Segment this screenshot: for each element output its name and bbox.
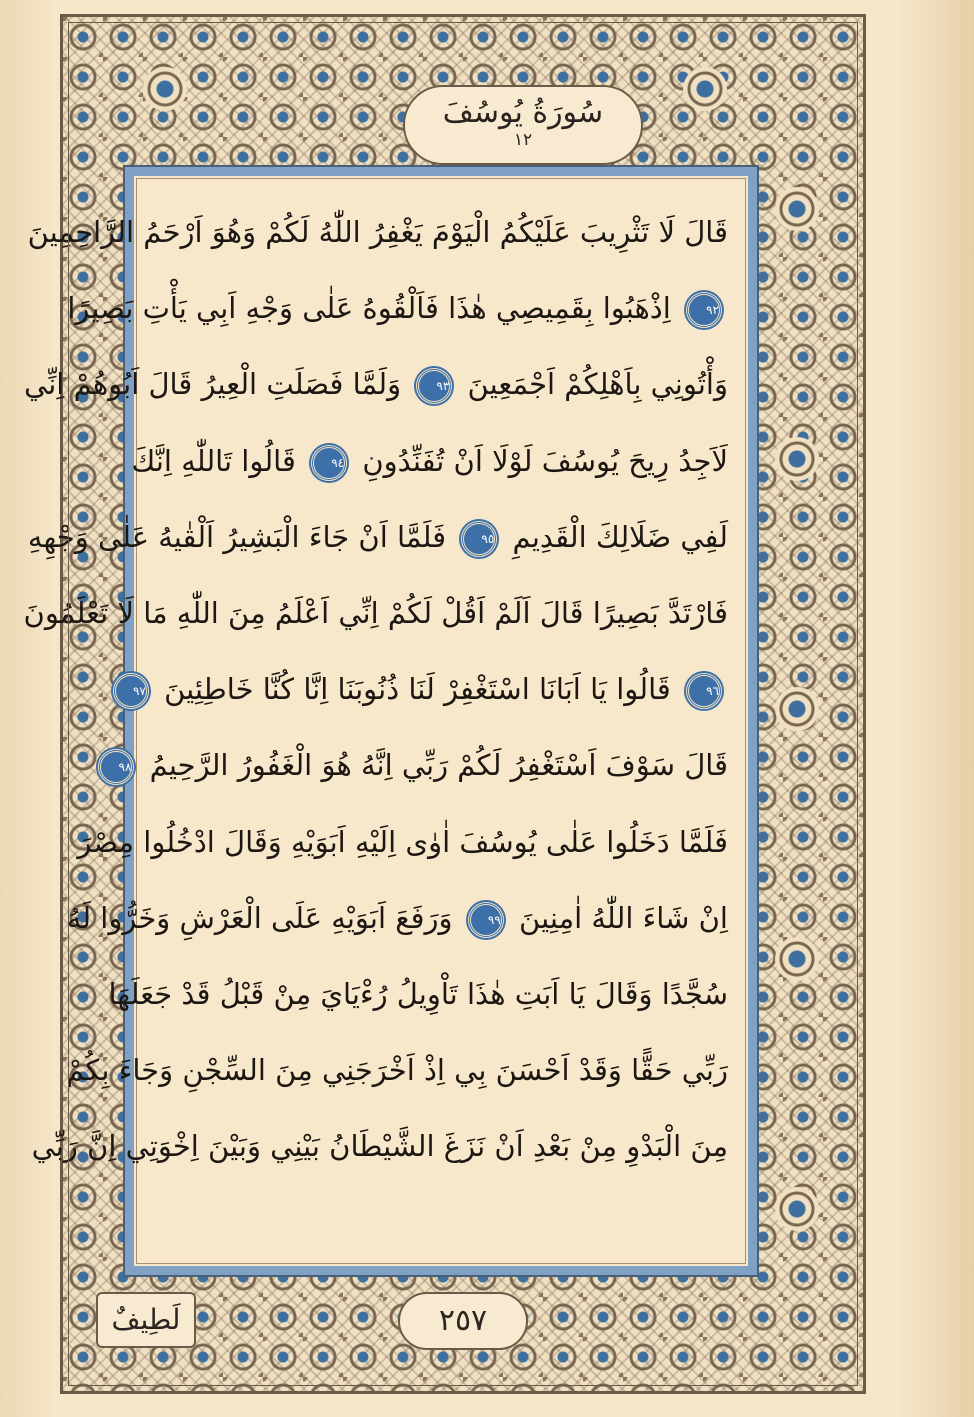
- verse-text: اِنْ شَاءَ اللّٰهُ اٰمِنِينَ: [519, 900, 728, 935]
- verse-number-marker: ٩٦: [686, 673, 722, 709]
- surah-name: سُورَةُ يُوسُفَ: [442, 95, 604, 130]
- ornamental-border: [23, 14, 866, 1394]
- quran-text-panel: [23, 167, 757, 1275]
- verse-text: وَأْتُونِي بِاَهْلِكُمْ اَجْمَعِينَ: [467, 367, 728, 402]
- text-line: [67, 270, 728, 346]
- verse-text: فَلَمَّا اَنْ جَاءَ الْبَشِيرُ اَلْقٰيهُ عَلٰى وَجْهِهِ: [27, 519, 447, 554]
- verse-text: وَلَمَّا فَصَلَتِ الْعِيرُ قَالَ اَبُوهُمْ اِنِّي: [24, 367, 402, 402]
- verse-number-marker: ٩٢: [686, 292, 722, 328]
- text-line: [23, 575, 728, 651]
- verse-number-marker: ٩٣: [416, 368, 452, 404]
- verse-text: اِذْهَبُوا بِقَمِيصِي هٰذَا فَاَلْقُوهُ عَلٰى وَجْهِ اَبِي يَأْتِ بَصِيرًا: [67, 291, 671, 326]
- catchword: لَطِيفٌ: [96, 1292, 196, 1348]
- verse-text: رَبِّي حَقًّا وَقَدْ اَحْسَنَ بِي اِذْ اَخْرَجَنِي مِنَ السِّجْنِ وَجَاءَ بِكُمْ: [66, 1053, 728, 1088]
- verse-number-marker: ٩٧: [113, 673, 149, 709]
- verse-number-marker: ٩٨: [98, 749, 134, 785]
- verse-text: فَارْتَدَّ بَصِيرًا قَالَ اَلَمْ اَقُلْ لَكُمْ اِنِّي اَعْلَمُ مِنَ اللّٰهِ مَا لَا تَعْلَمُونَ: [23, 595, 728, 630]
- verse-number-marker: ٩٥: [461, 521, 497, 557]
- verse-text: فَلَمَّا دَخَلُوا عَلٰى يُوسُفَ اٰوٰى اِلَيْهِ اَبَوَيْهِ وَقَالَ ادْخُلُوا مِصْرَ: [77, 824, 728, 859]
- verse-text: لَفِي ضَلَالِكَ الْقَدِيمِ: [512, 519, 728, 554]
- text-lines: [23, 194, 728, 1252]
- verse-number-marker: ٩٩: [468, 902, 504, 938]
- text-line: [66, 880, 728, 956]
- medallion-icon: [775, 937, 819, 981]
- surah-header: [403, 85, 643, 165]
- text-line: [31, 1108, 728, 1184]
- surah-number: ١٢: [513, 130, 533, 150]
- medallion-icon: [775, 187, 819, 231]
- text-line: [27, 194, 728, 270]
- verse-text: لَاَجِدُ رِيحَ يُوسُفَ لَوْلَا اَنْ تُفَنِّدُونِ: [362, 443, 728, 478]
- text-line: [108, 956, 728, 1032]
- verse-text: قَالُوا تَاللّٰهِ اِنَّكَ: [131, 443, 296, 478]
- text-line: [132, 651, 728, 727]
- verse-number-marker: ٩٤: [311, 445, 347, 481]
- page-number: ٢٥٧: [398, 1292, 528, 1350]
- page-footer: [76, 1278, 836, 1378]
- text-line: [131, 423, 728, 499]
- medallion-icon: [775, 1187, 819, 1231]
- verse-text: قَالَ لَا تَثْرِيبَ عَلَيْكُمُ الْيَوْمَ يَغْفِرُ اللّٰهُ لَكُمْ وَهُوَ اَرْحَمُ الرَّاحِمِينَ: [27, 215, 728, 249]
- verse-text: مِنَ الْبَدْوِ مِنْ بَعْدِ اَنْ نَزَغَ الشَّيْطَانُ بَيْنِي وَبَيْنَ اِخْوَتِي اِنَّ رَبِّي: [31, 1129, 728, 1164]
- text-line: [118, 727, 728, 803]
- verse-text: قَالُوا يَا اَبَانَا اسْتَغْفِرْ لَنَا ذُنُوبَنَا اِنَّا كُنَّا خَاطِئِينَ: [164, 672, 671, 707]
- text-line: [27, 499, 728, 575]
- medallion-icon: [143, 67, 187, 111]
- verse-text: قَالَ سَوْفَ اَسْتَغْفِرُ لَكُمْ رَبِّي اِنَّهُ هُوَ الْغَفُورُ الرَّحِيمُ: [149, 748, 728, 783]
- medallion-icon: [683, 67, 727, 111]
- text-line: [24, 346, 728, 422]
- text-line: [66, 1032, 728, 1108]
- verse-text: وَرَفَعَ اَبَوَيْهِ عَلَى الْعَرْشِ وَخَرُّوا لَهُ: [66, 900, 453, 935]
- medallion-icon: [775, 687, 819, 731]
- medallion-icon: [775, 437, 819, 481]
- verse-text: سُجَّدًا وَقَالَ يَا اَبَتِ هٰذَا تَاْوِيلُ رُءْيَايَ مِنْ قَبْلُ قَدْ جَعَلَهَا: [108, 976, 728, 1011]
- text-line: [77, 804, 728, 880]
